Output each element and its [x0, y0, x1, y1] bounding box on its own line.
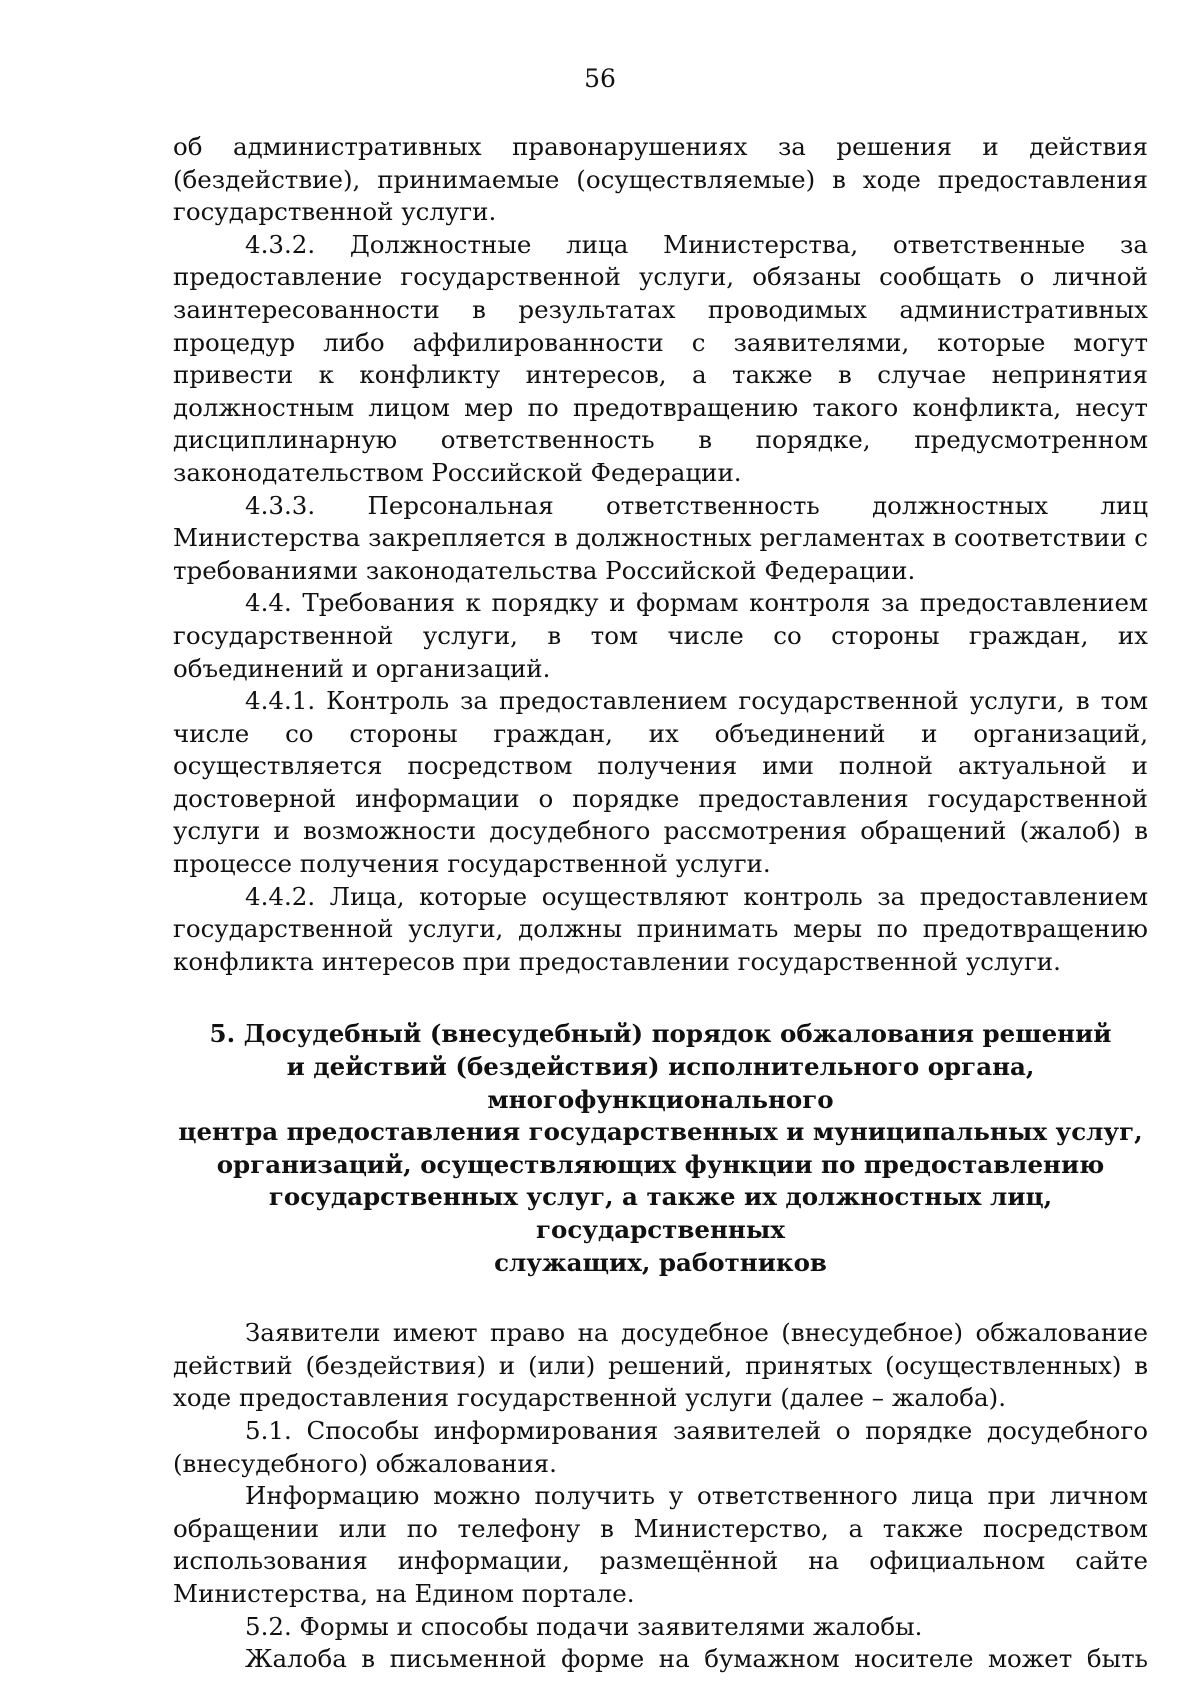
- heading-line: и действий (бездействия) исполнительного органа, многофункционального: [286, 1052, 1035, 1114]
- paragraph-4-3-3: 4.3.3. Персональная ответственность должностных лиц Министерства закрепляется в должностных регламентах в соответствии с требованиями законодательства Российской Федерации.: [173, 490, 1148, 585]
- heading-line: центра предоставления государственных и муниципальных услуг,: [178, 1117, 1143, 1147]
- paragraph-continuation: об административных правонарушениях за решения и действия (бездействие), принимаемые (осуществляемые) в ходе предоставления государственной услуги.: [173, 132, 1148, 227]
- document-body: [173, 131, 1148, 1676]
- paragraph-4-4: 4.4. Требования к порядку и формам контроля за предоставлением государственной услуги, в том числе со стороны граждан, их объединений и организаций.: [173, 588, 1148, 683]
- heading-line: 5. Досудебный (внесудебный) порядок обжалования решений: [209, 1019, 1112, 1049]
- heading-line: организаций, осуществляющих функции по предоставлению: [216, 1149, 1105, 1179]
- paragraph-written-complaint: Жалоба в письменной форме на бумажном носителе может быть: [245, 1644, 1148, 1674]
- section-5-heading: [173, 1018, 1148, 1279]
- page-number: 56: [584, 64, 616, 93]
- paragraph-4-4-2: 4.4.2. Лица, которые осуществляют контроль за предоставлением государственной услуги, должны принимать меры по предотвращению конфликта интересов при предоставлении государственной услуги.: [173, 881, 1148, 976]
- paragraph-applicants-right: Заявители имеют право на досудебное (внесудебное) обжалование действий (бездействия) и (или) решений, принятых (осуществленных) в ходе предоставления государственной услуги (далее – жалоба).: [173, 1318, 1148, 1413]
- paragraph-5-2: 5.2. Формы и способы подачи заявителями жалобы.: [245, 1611, 923, 1641]
- paragraph-5-1: 5.1. Способы информирования заявителей о порядке досудебного (внесудебного) обжалования.: [173, 1415, 1148, 1478]
- paragraph-4-4-1: 4.4.1. Контроль за предоставлением государственной услуги, в том числе со стороны граждан, их объединений и организаций, осуществляется посредством получения ими полной актуальной и достоверной информации о порядке предоставления государственной услуги и возможности досудебного рассмотрения обращений (жалоб) в процессе получения государственной услуги.: [173, 686, 1148, 879]
- paragraph-4-3-2: 4.3.2. Должностные лица Министерства, ответственные за предоставление государственной услуги, обязаны сообщать о личной заинтересованности в результатах проводимых административных процедур либо аффилированности с заявителями, которые могут привести к конфликту интересов, а также в случае непринятия должностным лицом мер по предотвращению такого конфликта, несут дисциплинарную ответственность в порядке, предусмотренном законодательством Российской Федерации.: [173, 229, 1148, 487]
- heading-line: служащих, работников: [494, 1247, 827, 1277]
- paragraph-information: Информацию можно получить у ответственного лица при личном обращении или по телефону в Министерство, а также посредством использования информации, размещённой на официальном сайте Министерства, на Едином портале.: [173, 1481, 1148, 1608]
- heading-line: государственных услуг, а также их должностных лиц, государственных: [268, 1182, 1053, 1244]
